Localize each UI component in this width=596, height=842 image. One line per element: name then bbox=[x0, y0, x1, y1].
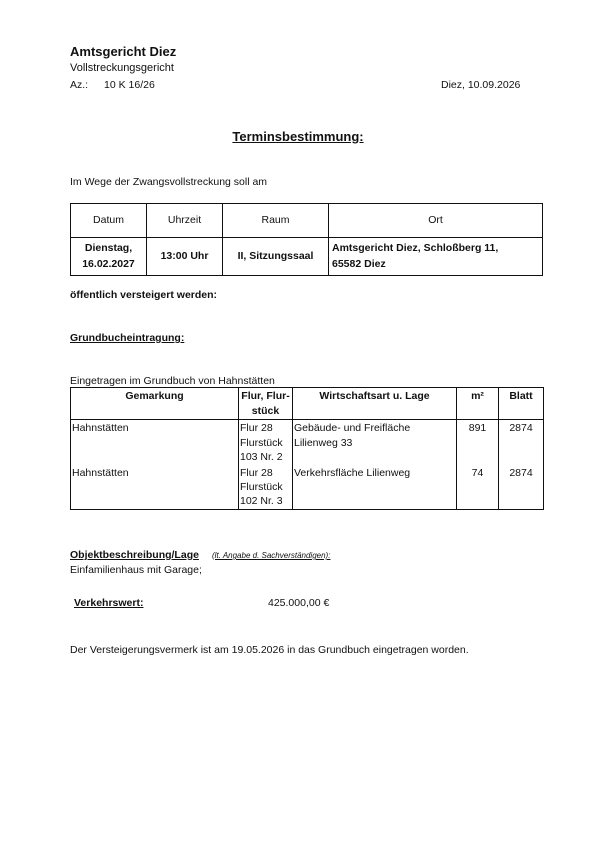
case-number-label: Az.: bbox=[70, 79, 89, 91]
flur-line-3: 102 Nr. 3 bbox=[240, 495, 283, 508]
art-line-2: Lilienweg 33 bbox=[294, 436, 353, 449]
document-heading: Terminsbestimmung: bbox=[232, 129, 364, 144]
termin-table bbox=[70, 203, 543, 276]
cell-flur bbox=[239, 420, 293, 465]
flur-line-3: 103 Nr. 2 bbox=[240, 450, 283, 463]
case-number: 10 K 16/26 bbox=[104, 79, 155, 91]
table-row bbox=[71, 465, 544, 510]
header-datum: Datum bbox=[71, 204, 147, 238]
court-subtitle: Vollstreckungsgericht bbox=[70, 62, 174, 74]
flur-line-2: Flurstück bbox=[240, 436, 283, 449]
versteigert-text: öffentlich versteigert werden: bbox=[70, 289, 218, 301]
grundbuch-title: Grundbucheintragung: bbox=[70, 332, 185, 344]
place-date: Diez, 10.09.2026 bbox=[441, 79, 521, 91]
art-line-1: Verkehrsfläche Lilienweg bbox=[294, 466, 411, 479]
flur-line-2: Flurstück bbox=[240, 481, 283, 494]
termin-header-row bbox=[71, 204, 543, 238]
ort-line-2: 65582 Diez bbox=[332, 258, 386, 271]
cell-flur bbox=[239, 465, 293, 510]
header-blatt: Blatt bbox=[499, 388, 544, 420]
objekt-description: Einfamilienhaus mit Garage; bbox=[70, 564, 202, 576]
header-raum: Raum bbox=[223, 204, 329, 238]
verkehrswert-label: Verkehrswert: bbox=[74, 597, 144, 609]
termin-value-row bbox=[71, 238, 543, 276]
footer-text: Der Versteigerungsvermerk ist am 19.05.2026 in das Grundbuch eingetragen worden. bbox=[70, 644, 469, 656]
cell-gemarkung: Hahnstätten bbox=[71, 465, 239, 510]
header-m2: m² bbox=[457, 388, 499, 420]
cell-wirtschaftsart bbox=[293, 420, 457, 465]
cell-m2: 74 bbox=[457, 465, 499, 510]
header-flur-line-2: stück bbox=[251, 404, 280, 417]
header-wirtschaftsart: Wirtschaftsart u. Lage bbox=[293, 388, 457, 420]
cell-ort bbox=[329, 238, 543, 276]
cell-blatt: 2874 bbox=[499, 465, 544, 510]
cell-blatt: 2874 bbox=[499, 420, 544, 465]
objekt-note: (lt. Angabe d. Sachverständigen): bbox=[212, 551, 331, 560]
cell-datum bbox=[71, 238, 147, 276]
header-ort: Ort bbox=[329, 204, 543, 238]
ort-line-1: Amtsgericht Diez, Schloßberg 11, bbox=[332, 242, 499, 254]
intro-text: Im Wege der Zwangsvollstreckung soll am bbox=[70, 176, 268, 188]
art-line-1: Gebäude- und Freifläche bbox=[294, 422, 411, 435]
grundbuch-header-row bbox=[71, 388, 544, 420]
datum-date: 16.02.2027 bbox=[82, 258, 135, 271]
cell-uhrzeit: 13:00 Uhr bbox=[147, 238, 223, 276]
court-name: Amtsgericht Diez bbox=[70, 44, 177, 59]
flur-line-1: Flur 28 bbox=[240, 466, 273, 479]
header-flur-line-1: Flur, Flur- bbox=[241, 390, 290, 402]
header-gemarkung: Gemarkung bbox=[71, 388, 239, 420]
cell-gemarkung: Hahnstätten bbox=[71, 420, 239, 465]
header-flur bbox=[239, 388, 293, 420]
objekt-title: Objektbeschreibung/Lage bbox=[70, 549, 199, 561]
verkehrswert-value: 425.000,00 € bbox=[268, 597, 330, 609]
table-row bbox=[71, 420, 544, 465]
datum-weekday: Dienstag, bbox=[84, 242, 133, 254]
grundbuch-intro: Eingetragen im Grundbuch von Hahnstätten bbox=[70, 375, 275, 387]
cell-raum: II, Sitzungssaal bbox=[223, 238, 329, 276]
flur-line-1: Flur 28 bbox=[240, 422, 273, 435]
cell-wirtschaftsart bbox=[293, 465, 457, 510]
header-uhrzeit: Uhrzeit bbox=[147, 204, 223, 238]
cell-m2: 891 bbox=[457, 420, 499, 465]
grundbuch-table bbox=[70, 387, 544, 510]
